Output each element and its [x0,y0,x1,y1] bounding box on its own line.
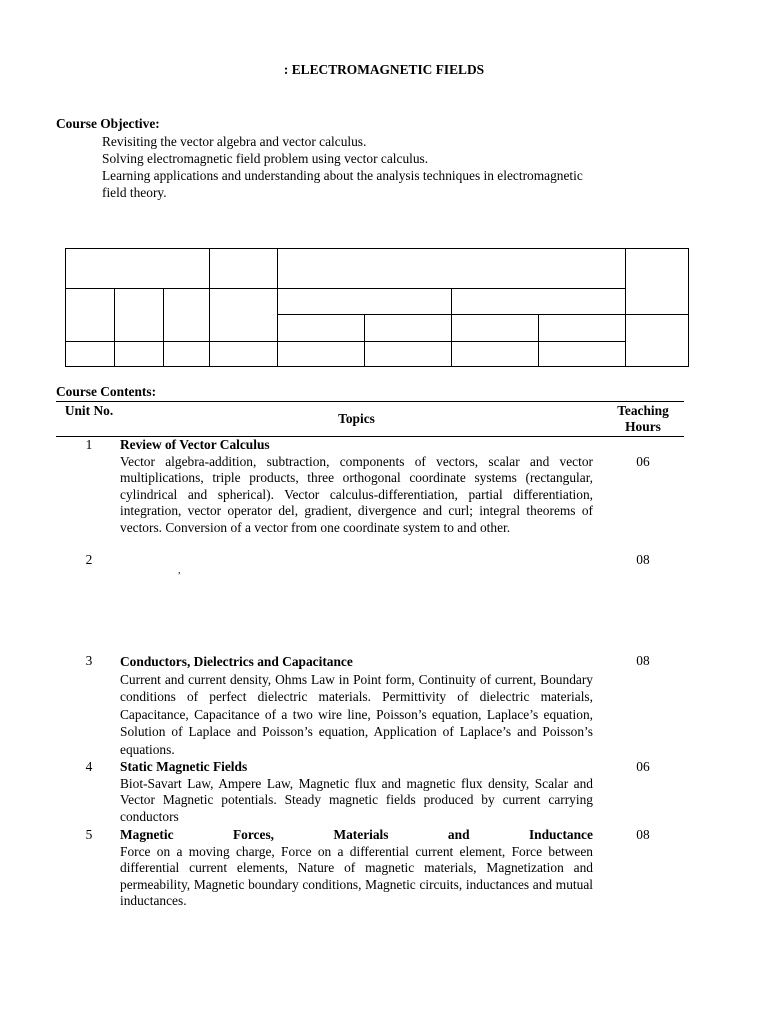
unit-hours: 06 [636,759,650,774]
header-hours: Teaching Hours [617,403,669,434]
table-top-rule [56,401,684,402]
table-rule [625,249,626,366]
stray-mark: , [178,565,181,576]
unit-hours: 08 [636,653,650,668]
unit-number: 3 [85,653,93,668]
table-rule [451,288,452,366]
page-title: : ELECTROMAGNETIC FIELDS [283,62,485,77]
header-unit: Unit No. [64,403,114,418]
unit-hours: 08 [636,827,650,842]
title-word: Inductance [528,827,593,842]
scheme-table [65,248,689,367]
unit-body: Vector algebra-addition, subtraction, components of vectors, scalar and vector multiplications, triple products, three orthogonal coordinate systems (rectangular, cylindrical and spherical). Vector calculus-differentiation, partial differentiation, integration, vector operator del, gradient, divergence and curl; integral theorems of vectors. Conversion of a vector from one coordinate system to and other. [120,453,593,535]
table-rule [209,249,210,366]
title-word: Magnetic [120,827,174,842]
unit-body: Force on a moving charge, Force on a differential current element, Force between differential current elements, Nature of magnetic materials, Magnetization and permeability, Magnetic boundary conditions, Magnetic circuits, inductances and mutual inductances. [120,843,593,909]
unit-number: 1 [85,437,93,452]
unit-topic [120,653,593,759]
table-rule [277,314,689,315]
unit-title [120,827,593,844]
table-rule [66,341,626,342]
unit-title: Static Magnetic Fields [120,759,248,774]
objective-item: Revisiting the vector algebra and vector calculus. [102,134,367,149]
title-word: and [447,827,470,842]
objective-heading: Course Objective: [56,116,160,131]
unit-number: 5 [85,827,93,842]
table-rule [66,288,626,289]
unit-number: 2 [85,552,93,567]
unit-body: Current and current density, Ohms Law in Point form, Continuity of current, Boundary conditions of perfect dielectric materials. Permittivity of dielectric materials, Capacitance, Capacitance of a two wire line, Poisson’s equation, Laplace’s equation, Solution of Laplace and Poisson’s equation, Application of Laplace’s and Poisson’s equations. [120,671,593,757]
unit-number: 4 [85,759,93,774]
objective-list [102,133,677,201]
unit-topic [120,759,593,825]
title-word: Materials [333,827,389,842]
table-rule [364,314,365,366]
header-topics: Topics [338,411,375,426]
unit-title: Conductors, Dielectrics and Capacitance [120,654,353,669]
objective-item: field theory. [102,185,167,200]
table-rule [538,314,539,366]
unit-title: Review of Vector Calculus [120,437,270,452]
unit-topic [120,437,593,537]
table-rule [277,249,278,366]
unit-body: Biot-Savart Law, Ampere Law, Magnetic flux and magnetic flux density, Scalar and Vector Magnetic potentials. Steady magnetic fields produced by current carrying conductors [120,775,593,824]
unit-topic [120,827,593,910]
objective-item: Solving electromagnetic field problem using vector calculus. [102,151,429,166]
unit-hours: 06 [636,454,650,469]
title-word: Forces, [232,827,275,842]
table-rule [163,288,164,366]
unit-hours: 08 [636,552,650,567]
contents-heading: Course Contents: [56,384,157,399]
table-rule [114,288,115,366]
objective-item: Learning applications and understanding about the analysis techniques in electromagnetic [102,168,583,183]
